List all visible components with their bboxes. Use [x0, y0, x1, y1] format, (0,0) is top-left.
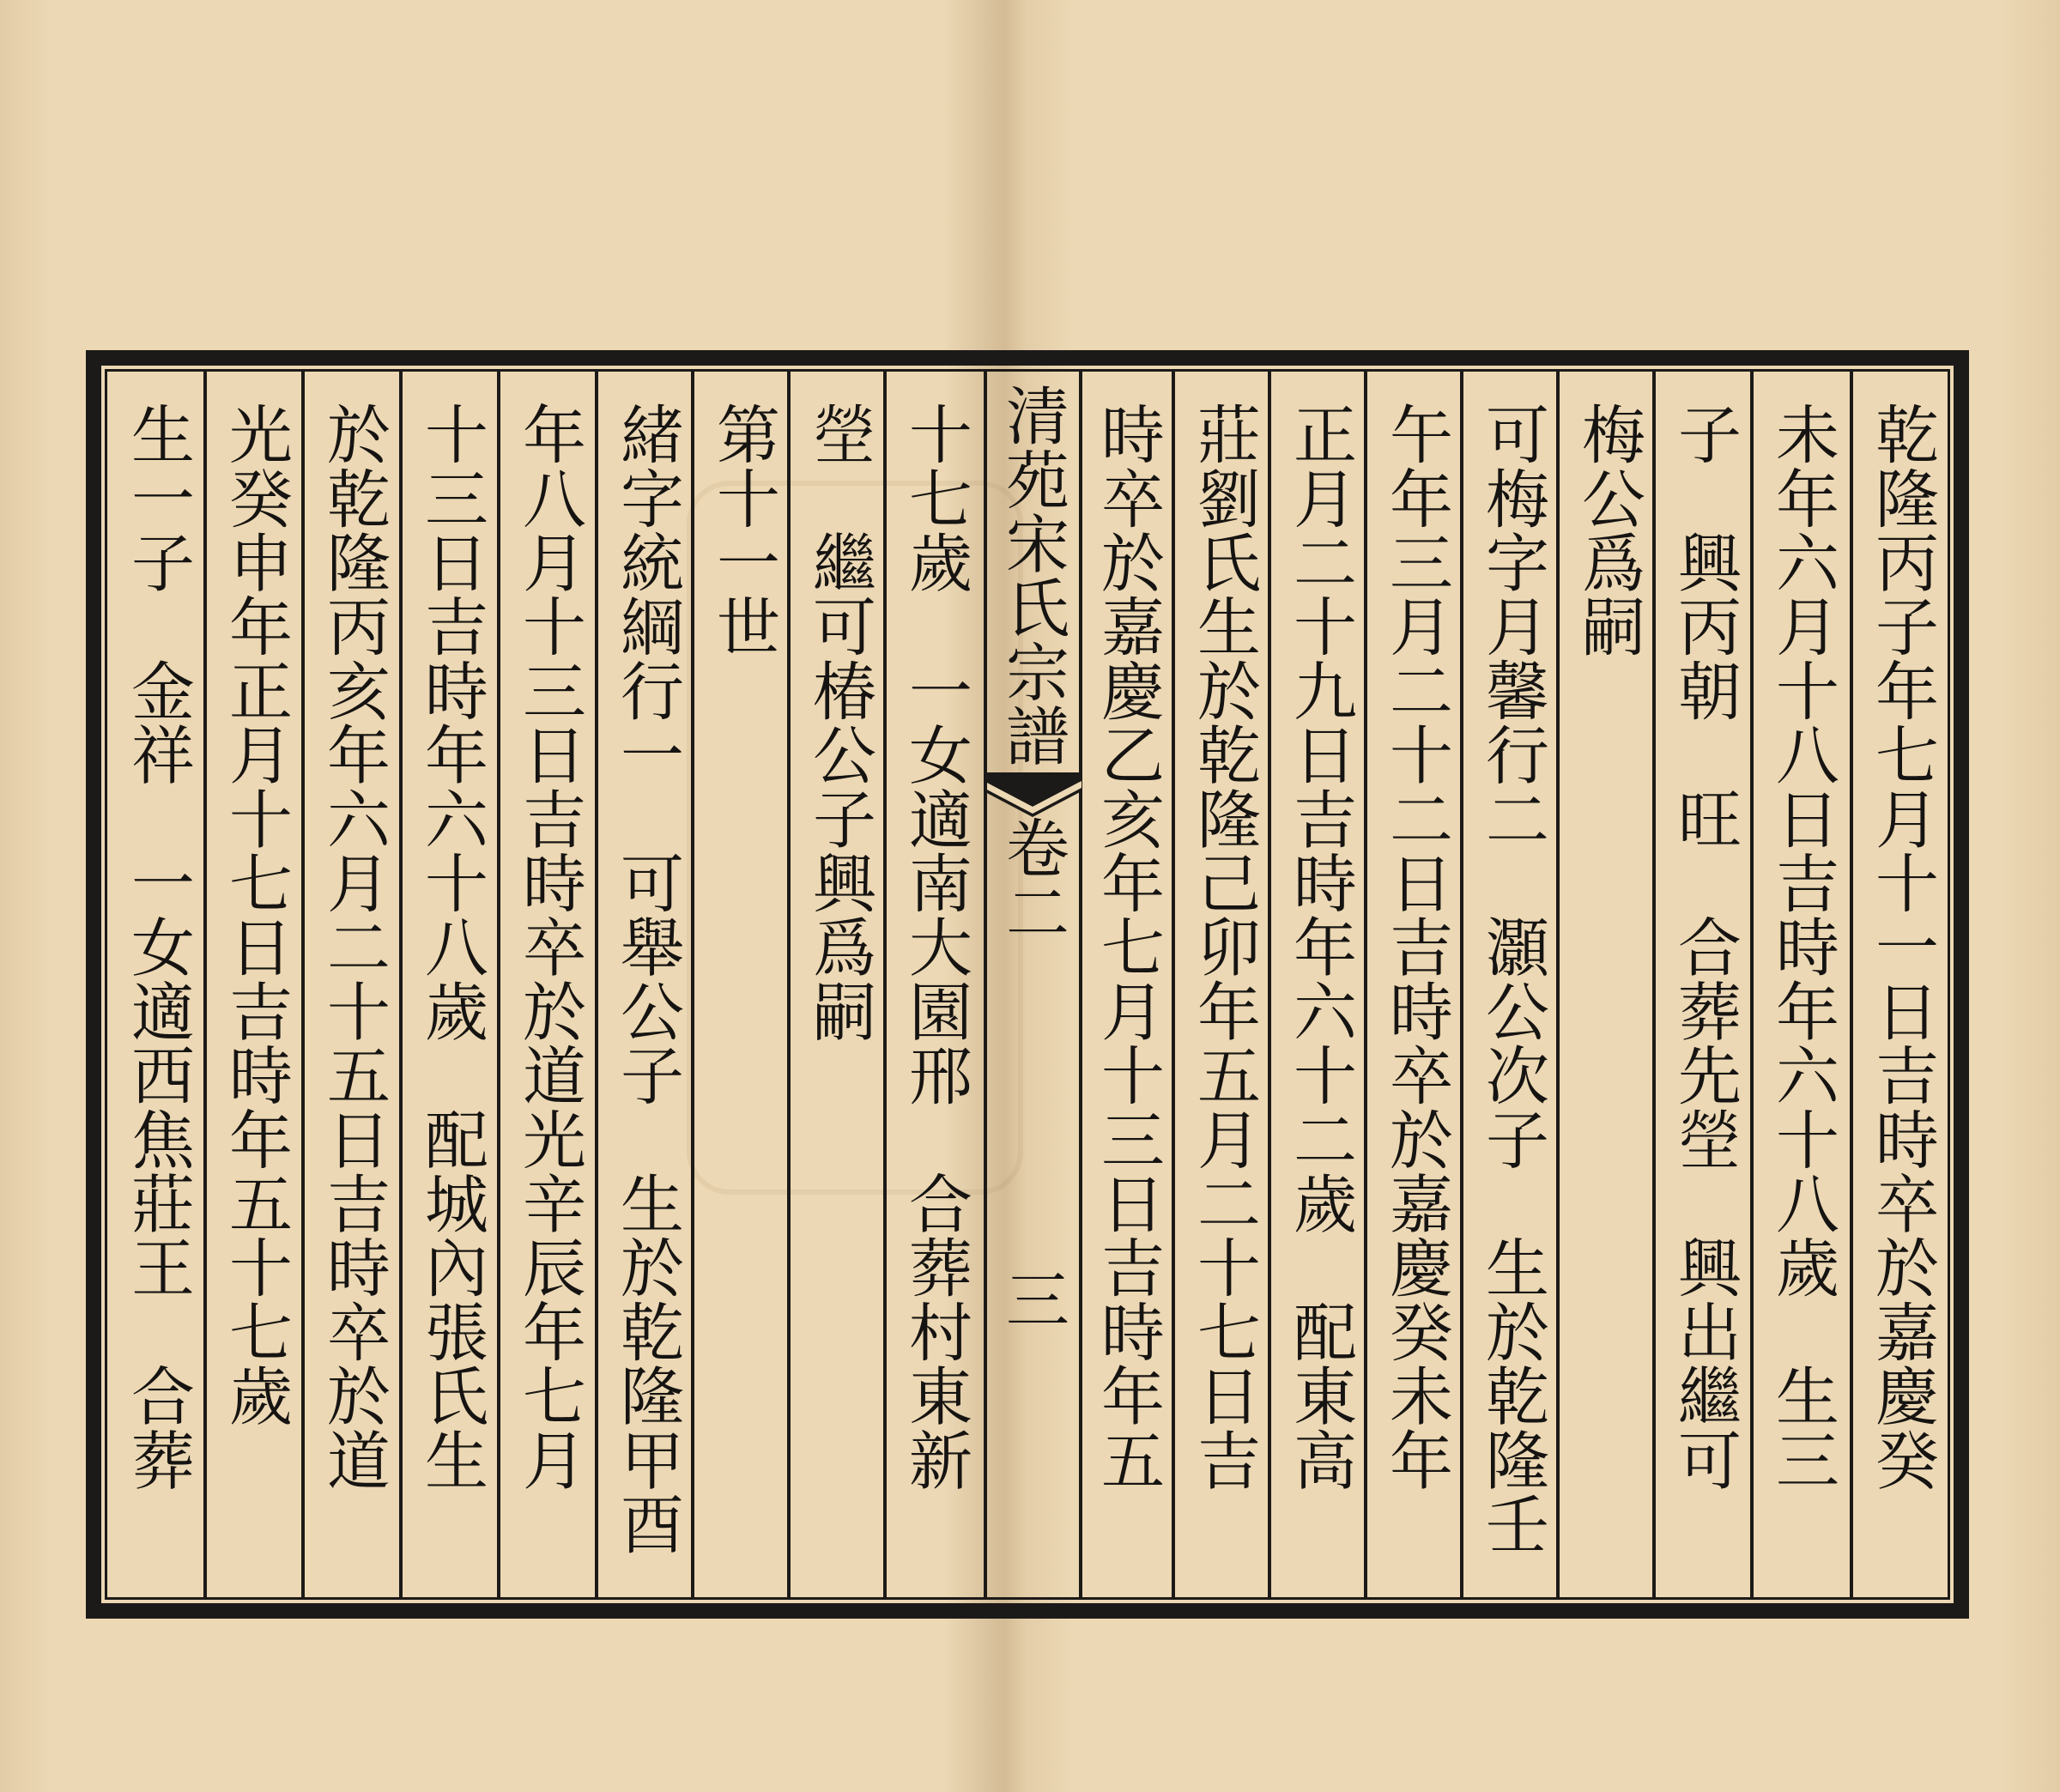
- column-text: 光癸申年正月十七日吉時年五十七歲: [219, 402, 293, 1428]
- column-text: 於乾隆丙亥年六月二十五日吉時卒於道: [317, 402, 391, 1492]
- text-column: [306, 374, 402, 1596]
- generation-heading: 第十一世: [706, 402, 780, 658]
- text-column: [1464, 374, 1560, 1596]
- text-column: [1657, 374, 1753, 1596]
- text-column: [1176, 374, 1272, 1596]
- text-column: [1272, 374, 1368, 1596]
- column-text: 生一子 金祥 一女適西焦莊王 合葬: [121, 402, 195, 1492]
- text-column: [1560, 374, 1657, 1596]
- volume-label: 卷二: [996, 815, 1069, 944]
- text-column: [791, 374, 888, 1596]
- column-text: 可梅字月馨行二 灝公次子 生於乾隆壬: [1475, 402, 1549, 1556]
- column-text: 緒字統綱行一 可舉公子 生於乾隆甲酉: [610, 402, 684, 1556]
- column-text: 正月二十九日吉時年六十二歲 配東高: [1283, 402, 1357, 1492]
- text-column: [403, 374, 500, 1596]
- column-text: 十七歲 一女適南大園邢 合葬村東新: [899, 402, 972, 1492]
- text-column: [695, 374, 791, 1596]
- text-column: [1754, 374, 1851, 1596]
- column-text: 年八月十三日吉時卒於道光辛辰年七月: [512, 402, 586, 1492]
- column-text: 塋 繼可椿公子興爲嗣: [803, 402, 876, 1043]
- column-text: 乾隆丙子年七月十一日吉時卒於嘉慶癸: [1865, 402, 1939, 1492]
- page-number: 三: [996, 1267, 1069, 1331]
- column-rule: [984, 372, 987, 1597]
- text-column: [1080, 374, 1176, 1596]
- column-text: 未年六月十八日吉時年六十八歲 生三: [1766, 402, 1839, 1492]
- column-text: 午年三月二十二日吉時卒於嘉慶癸未年: [1379, 402, 1453, 1492]
- column-text: 子 興丙朝 旺 合葬先塋 興出繼可: [1668, 402, 1742, 1492]
- column-text: 梅公爲嗣: [1572, 402, 1645, 658]
- banxin-volume: [987, 815, 1078, 943]
- text-column: [501, 374, 597, 1596]
- banxin-page: [987, 1267, 1078, 1331]
- text-column: [888, 374, 984, 1596]
- banxin-title: [987, 383, 1078, 767]
- text-column: [1368, 374, 1464, 1596]
- text-column: [110, 374, 206, 1596]
- column-text: 十三日吉時年六十八歲 配城內張氏生: [415, 402, 488, 1492]
- column-text: 時卒於嘉慶乙亥年七月十三日吉時年五: [1091, 402, 1165, 1492]
- text-column: [1854, 374, 1950, 1596]
- column-text: 莊劉氏生於乾隆己卯年五月二十七日吉: [1187, 402, 1261, 1492]
- text-column: [208, 374, 304, 1596]
- book-title: 清苑宋氏宗譜: [996, 383, 1069, 768]
- text-column: [599, 374, 695, 1596]
- column-rule: [1079, 372, 1082, 1597]
